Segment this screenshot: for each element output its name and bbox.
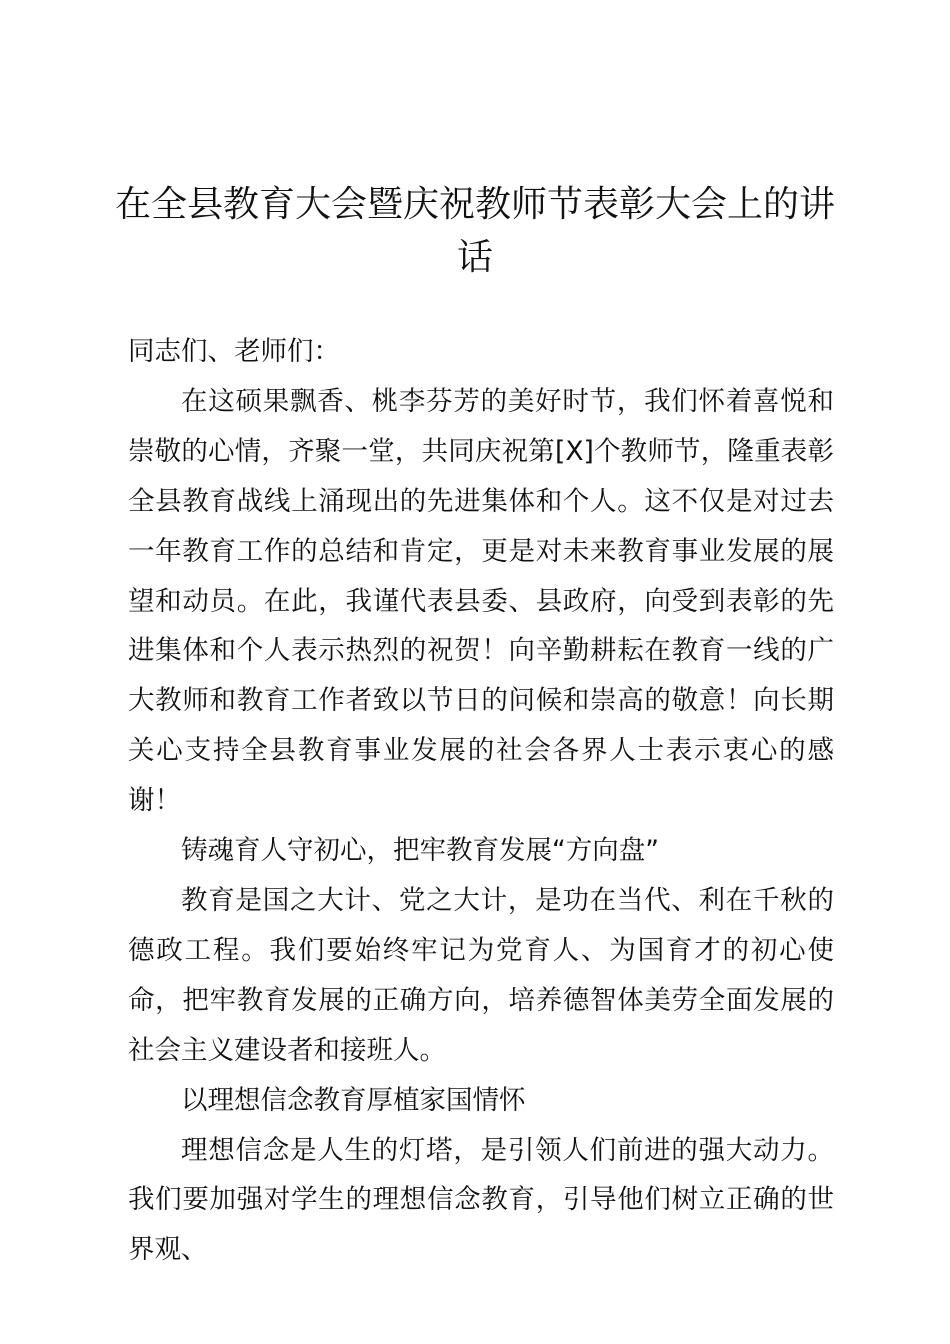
paragraph: 理想信念是人生的灯塔，是引领人们前进的强大动力。我们要加强对学生的理想信念教育，引导他们树立正确的世界观、 [128, 1134, 834, 1266]
section-heading: 铸魂育人守初心，把牢教育发展“方向盘” [181, 835, 659, 867]
paragraph: 教育是国之大计、党之大计，是功在当代、利在千秋的德政工程。我们要始终牢记为党育人、为国育才的初心使命，把牢教育发展的正确方向，培养德智体美劳全面发展的社会主义建设者和接班人。 [128, 884, 834, 1066]
paragraph-intro: 在这硕果飘香、桃李芬芳的美好时节，我们怀着喜悦和崇敬的心情，齐聚一堂，共同庆祝第[X]个教师节，隆重表彰全县教育战线上涌现出的先进集体和个人。这不仅是对过去一年教育工作的总结和肯定，更是对未来教育事业发展的展望和动员。在此，我谨代表县委、县政府，向受到表彰的先进集体和个人表示热烈的祝贺！向辛勤耕耘在教育一线的广大教师和教育工作者致以节日的问候和崇高的敬意！向长期关心支持全县教育事业发展的社会各界人士表示衷心的感谢！ [128, 385, 834, 817]
document-body [128, 327, 834, 1275]
document-title: 在全县教育大会暨庆祝教师节表彰大会上的讲话 [114, 184, 835, 278]
salutation: 同志们、老师们： [128, 336, 340, 367]
subsection-heading: 以理想信念教育厚植家国情怀 [181, 1084, 526, 1116]
